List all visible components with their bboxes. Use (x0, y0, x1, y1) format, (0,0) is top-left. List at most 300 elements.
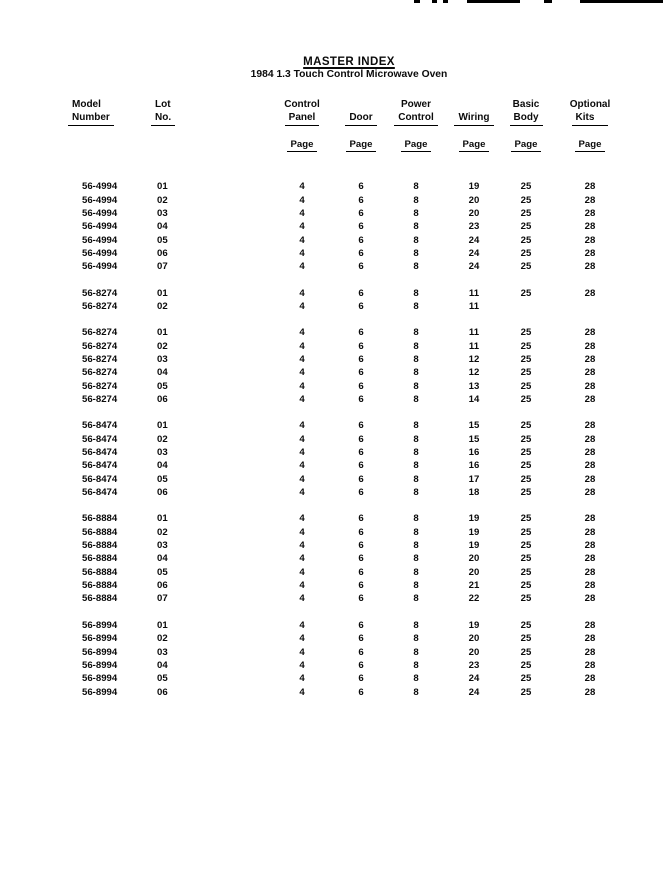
power-control-page-cell: 8 (413, 194, 419, 206)
index-table-body (72, 180, 632, 699)
header-label: Door (345, 112, 376, 127)
model-group (72, 419, 632, 499)
table-row (72, 247, 632, 260)
model-cell: 56-8274 (82, 300, 118, 312)
model-group (72, 287, 632, 314)
power-control-page-cell: 8 (413, 300, 419, 312)
control-panel-page-cell: 4 (299, 593, 305, 605)
wiring-page-cell: 17 (468, 473, 480, 485)
table-row (72, 366, 632, 379)
power-control-page-cell: 8 (413, 513, 419, 525)
control-panel-page-cell: 4 (299, 566, 305, 578)
table-row (72, 393, 632, 406)
lot-cell: 03 (157, 540, 168, 552)
wiring-page-cell: 11 (468, 287, 480, 299)
door-page-cell: 6 (358, 580, 364, 592)
control-panel-page-cell: 4 (299, 194, 305, 206)
optional-kits-page-cell: 28 (584, 646, 596, 658)
wiring-page-cell: 19 (468, 540, 480, 552)
power-control-page-cell: 8 (413, 447, 419, 459)
door-page-cell: 6 (358, 394, 364, 405)
control-panel-page-cell: 4 (299, 221, 305, 233)
power-control-page-cell: 8 (413, 553, 419, 565)
page-label: Page (287, 139, 318, 152)
control-panel-page-cell: 4 (299, 327, 305, 339)
optional-kits-page-cell: 28 (584, 234, 596, 246)
control-panel-page-cell: 4 (299, 540, 305, 552)
model-cell: 56-8994 (82, 673, 118, 685)
model-group (72, 512, 632, 605)
door-page-cell: 6 (358, 526, 364, 538)
model-cell: 56-8994 (82, 633, 118, 645)
lot-cell: 02 (157, 433, 168, 445)
header-label: Wiring (454, 112, 493, 127)
door-page-cell: 6 (358, 673, 364, 685)
page-label: Page (575, 139, 606, 152)
control-panel-page-cell: 4 (299, 234, 305, 246)
door-page-cell: 6 (358, 553, 364, 565)
table-row (72, 287, 632, 300)
table-row (72, 180, 632, 193)
model-cell: 56-4994 (82, 234, 118, 246)
basic-body-page-cell: 25 (520, 181, 532, 193)
wiring-page-cell: 20 (468, 646, 480, 658)
power-control-page-cell: 8 (413, 659, 419, 671)
control-panel-page-cell: 4 (299, 473, 305, 485)
power-control-page-cell: 8 (413, 287, 419, 299)
control-panel-page-cell: 4 (299, 633, 305, 645)
optional-kits-page-cell: 28 (584, 566, 596, 578)
optional-kits-page-cell: 28 (584, 340, 596, 352)
control-panel-page-cell: 4 (299, 261, 305, 273)
door-page-cell: 6 (358, 234, 364, 246)
table-row (72, 234, 632, 247)
basic-body-page-cell: 25 (520, 353, 532, 365)
lot-cell: 01 (157, 420, 168, 432)
basic-body-page-cell: 25 (520, 487, 532, 499)
optional-kits-page-cell: 28 (584, 394, 596, 405)
table-row (72, 486, 632, 499)
table-row (72, 326, 632, 339)
model-cell: 56-8884 (82, 566, 118, 578)
basic-body-page-cell: 25 (520, 194, 532, 206)
basic-body-page-cell: 25 (520, 247, 532, 259)
model-cell: 56-8474 (82, 473, 118, 485)
scan-artifact (467, 0, 520, 3)
page-label: Page (346, 139, 377, 152)
basic-body-page-cell: 25 (520, 340, 532, 352)
wiring-page-cell: 20 (468, 553, 480, 565)
power-control-page-cell: 8 (413, 633, 419, 645)
lot-cell: 05 (157, 234, 168, 246)
scan-artifact (580, 0, 663, 3)
optional-kits-page-cell: 28 (584, 487, 596, 499)
lot-cell: 01 (157, 513, 168, 525)
door-page-cell: 6 (358, 367, 364, 379)
model-cell: 56-8884 (82, 593, 118, 605)
control-panel-page-cell: 4 (299, 487, 305, 499)
door-page-cell: 6 (358, 593, 364, 605)
basic-body-page-cell: 25 (520, 394, 532, 405)
table-row (72, 672, 632, 685)
door-page-cell: 6 (358, 646, 364, 658)
optional-kits-page-cell: 28 (584, 686, 596, 698)
door-page-cell: 6 (358, 194, 364, 206)
optional-kits-page-cell: 28 (584, 460, 596, 472)
model-cell: 56-8274 (82, 340, 118, 352)
door-page-cell: 6 (358, 287, 364, 299)
power-control-page-cell: 8 (413, 460, 419, 472)
lot-cell: 01 (157, 287, 168, 299)
lot-cell: 04 (157, 367, 168, 379)
wiring-page-cell: 15 (468, 433, 480, 445)
header-label: Basic (512, 99, 540, 110)
wiring-page-cell: 24 (468, 261, 480, 273)
model-cell: 56-8274 (82, 353, 118, 365)
door-page-cell: 6 (358, 327, 364, 339)
optional-kits-page-cell: 28 (584, 353, 596, 365)
power-control-page-cell: 8 (413, 353, 419, 365)
power-control-page-cell: 8 (413, 619, 419, 631)
model-group (72, 180, 632, 273)
optional-kits-page-cell: 28 (584, 580, 596, 592)
lot-cell: 01 (157, 619, 168, 631)
wiring-page-cell: 23 (468, 659, 480, 671)
power-control-page-cell: 8 (413, 327, 419, 339)
control-panel-page-cell: 4 (299, 207, 305, 219)
power-control-page-cell: 8 (413, 566, 419, 578)
model-cell: 56-4994 (82, 221, 118, 233)
basic-body-page-cell: 25 (520, 207, 532, 219)
lot-cell: 07 (157, 593, 168, 605)
power-control-page-cell: 8 (413, 247, 419, 259)
basic-body-page-cell: 25 (520, 659, 532, 671)
wiring-page-cell: 24 (468, 673, 480, 685)
optional-kits-page-cell: 28 (584, 593, 596, 605)
power-control-page-cell: 8 (413, 420, 419, 432)
door-page-cell: 6 (358, 420, 364, 432)
basic-body-page-cell: 25 (520, 420, 532, 432)
lot-cell: 02 (157, 633, 168, 645)
page-label-basic-body (504, 139, 548, 152)
wiring-page-cell: 19 (468, 526, 480, 538)
wiring-page-cell: 12 (468, 353, 480, 365)
control-panel-page-cell: 4 (299, 433, 305, 445)
basic-body-page-cell: 25 (520, 646, 532, 658)
power-control-page-cell: 8 (413, 221, 419, 233)
header-door (334, 99, 388, 126)
lot-cell: 05 (157, 473, 168, 485)
model-cell: 56-8474 (82, 420, 118, 432)
control-panel-page-cell: 4 (299, 287, 305, 299)
basic-body-page-cell (504, 300, 548, 313)
model-cell: 56-8884 (82, 580, 118, 592)
table-header-row (72, 99, 632, 126)
control-panel-page-cell: 4 (299, 380, 305, 392)
title-block (0, 56, 672, 80)
page-label-control-panel (270, 139, 334, 152)
model-cell: 56-4994 (82, 261, 118, 273)
optional-kits-page-cell: 28 (584, 247, 596, 259)
table-row (72, 646, 632, 659)
power-control-page-cell: 8 (413, 487, 419, 499)
power-control-page-cell: 8 (413, 181, 419, 193)
optional-kits-page-cell: 28 (584, 619, 596, 631)
lot-cell: 01 (157, 181, 168, 193)
power-control-page-cell: 8 (413, 646, 419, 658)
table-row (72, 632, 632, 645)
table-row (72, 526, 632, 539)
control-panel-page-cell: 4 (299, 247, 305, 259)
door-page-cell: 6 (358, 340, 364, 352)
header-label: Panel (285, 112, 320, 127)
model-cell: 56-8274 (82, 367, 118, 379)
lot-cell: 03 (157, 447, 168, 459)
basic-body-page-cell: 25 (520, 367, 532, 379)
wiring-page-cell: 13 (468, 380, 480, 392)
table-row (72, 686, 632, 699)
table-row (72, 473, 632, 486)
model-group (72, 619, 632, 699)
door-page-cell: 6 (358, 261, 364, 273)
power-control-page-cell: 8 (413, 340, 419, 352)
model-cell: 56-8474 (82, 487, 118, 499)
power-control-page-cell: 8 (413, 580, 419, 592)
optional-kits-page-cell: 28 (584, 181, 596, 193)
door-page-cell: 6 (358, 380, 364, 392)
wiring-page-cell: 20 (468, 566, 480, 578)
wiring-page-cell: 22 (468, 593, 480, 605)
lot-cell: 05 (157, 673, 168, 685)
table-row (72, 459, 632, 472)
model-cell: 56-8994 (82, 659, 118, 671)
table-row (72, 380, 632, 393)
table-row (72, 220, 632, 233)
table-row (72, 566, 632, 579)
basic-body-page-cell: 25 (520, 553, 532, 565)
basic-body-page-cell: 25 (520, 447, 532, 459)
model-cell: 56-8274 (82, 327, 118, 339)
master-index-table (72, 99, 632, 699)
control-panel-page-cell: 4 (299, 420, 305, 432)
control-panel-page-cell: 4 (299, 673, 305, 685)
model-cell: 56-8994 (82, 686, 118, 698)
wiring-page-cell: 14 (468, 394, 480, 405)
control-panel-page-cell: 4 (299, 526, 305, 538)
optional-kits-page-cell: 28 (584, 447, 596, 459)
wiring-page-cell: 16 (468, 460, 480, 472)
door-page-cell: 6 (358, 300, 364, 312)
header-power-control (388, 99, 444, 126)
page-label: Page (401, 139, 432, 152)
basic-body-page-cell: 25 (520, 566, 532, 578)
header-label: Body (510, 112, 543, 127)
power-control-page-cell: 8 (413, 207, 419, 219)
lot-cell: 04 (157, 221, 168, 233)
door-page-cell: 6 (358, 207, 364, 219)
door-page-cell: 6 (358, 487, 364, 499)
optional-kits-page-cell: 28 (584, 553, 596, 565)
power-control-page-cell: 8 (413, 234, 419, 246)
header-control-panel (270, 99, 334, 126)
control-panel-page-cell: 4 (299, 553, 305, 565)
basic-body-page-cell: 25 (520, 526, 532, 538)
basic-body-page-cell: 25 (520, 540, 532, 552)
wiring-page-cell: 24 (468, 234, 480, 246)
lot-cell: 04 (157, 659, 168, 671)
wiring-page-cell: 24 (468, 247, 480, 259)
optional-kits-page-cell: 28 (584, 207, 596, 219)
door-page-cell: 6 (358, 540, 364, 552)
wiring-page-cell: 11 (468, 327, 480, 339)
header-lot-no (155, 99, 270, 126)
basic-body-page-cell: 25 (520, 673, 532, 685)
model-cell: 56-4994 (82, 181, 118, 193)
header-model-number (72, 99, 155, 126)
optional-kits-page-cell: 28 (584, 659, 596, 671)
header-basic-body (504, 99, 548, 126)
door-page-cell: 6 (358, 686, 364, 698)
control-panel-page-cell: 4 (299, 300, 305, 312)
control-panel-page-cell: 4 (299, 659, 305, 671)
wiring-page-cell: 19 (468, 619, 480, 631)
header-label: No. (151, 112, 175, 127)
header-label: Optional (569, 99, 611, 110)
basic-body-page-cell: 25 (520, 619, 532, 631)
wiring-page-cell: 21 (468, 580, 480, 592)
basic-body-page-cell: 25 (520, 287, 532, 299)
page-label-row (72, 139, 632, 152)
door-page-cell: 6 (358, 433, 364, 445)
table-row (72, 552, 632, 565)
wiring-page-cell: 20 (468, 207, 480, 219)
lot-cell: 02 (157, 194, 168, 206)
spacer (155, 139, 270, 152)
door-page-cell: 6 (358, 353, 364, 365)
optional-kits-page-cell: 28 (584, 221, 596, 233)
page-label-wiring (444, 139, 504, 152)
page-title: MASTER INDEX (303, 56, 395, 68)
header-label: Lot (155, 99, 171, 110)
page-label-door (334, 139, 388, 152)
power-control-page-cell: 8 (413, 394, 419, 405)
door-page-cell: 6 (358, 633, 364, 645)
control-panel-page-cell: 4 (299, 460, 305, 472)
basic-body-page-cell: 25 (520, 473, 532, 485)
wiring-page-cell: 24 (468, 686, 480, 698)
control-panel-page-cell: 4 (299, 646, 305, 658)
page-subtitle: 1984 1.3 Touch Control Microwave Oven (250, 69, 448, 80)
control-panel-page-cell: 4 (299, 580, 305, 592)
header-label: Kits (572, 112, 609, 127)
optional-kits-page-cell: 28 (584, 194, 596, 206)
model-cell: 56-8994 (82, 646, 118, 658)
optional-kits-page-cell: 28 (584, 367, 596, 379)
optional-kits-page-cell: 28 (584, 327, 596, 339)
table-row (72, 446, 632, 459)
table-row (72, 300, 632, 313)
power-control-page-cell: 8 (413, 473, 419, 485)
wiring-page-cell: 19 (468, 513, 480, 525)
power-control-page-cell: 8 (413, 686, 419, 698)
table-row (72, 419, 632, 432)
model-cell: 56-8274 (82, 394, 118, 405)
control-panel-page-cell: 4 (299, 686, 305, 698)
door-page-cell: 6 (358, 473, 364, 485)
optional-kits-page-cell (548, 300, 632, 313)
lot-cell: 07 (157, 261, 168, 273)
basic-body-page-cell: 25 (520, 686, 532, 698)
model-cell: 56-8274 (82, 287, 118, 299)
table-row (72, 433, 632, 446)
wiring-page-cell: 20 (468, 633, 480, 645)
control-panel-page-cell: 4 (299, 619, 305, 631)
power-control-page-cell: 8 (413, 593, 419, 605)
power-control-page-cell: 8 (413, 367, 419, 379)
table-row (72, 260, 632, 273)
wiring-page-cell: 18 (468, 487, 480, 499)
control-panel-page-cell: 4 (299, 367, 305, 379)
model-cell: 56-8884 (82, 553, 118, 565)
optional-kits-page-cell: 28 (584, 473, 596, 485)
header-label: Number (68, 112, 114, 127)
basic-body-page-cell: 25 (520, 633, 532, 645)
model-cell: 56-8994 (82, 619, 118, 631)
model-cell: 56-8474 (82, 433, 118, 445)
scan-artifact (443, 0, 448, 3)
basic-body-page-cell: 25 (520, 593, 532, 605)
header-label: Power (400, 99, 431, 110)
power-control-page-cell: 8 (413, 673, 419, 685)
header-label: Control (394, 112, 438, 127)
door-page-cell: 6 (358, 247, 364, 259)
spacer (72, 139, 155, 152)
lot-cell: 06 (157, 247, 168, 259)
wiring-page-cell: 11 (468, 300, 480, 312)
scan-artifact (414, 0, 420, 3)
lot-cell: 06 (157, 686, 168, 698)
lot-cell: 01 (157, 327, 168, 339)
table-row (72, 512, 632, 525)
page-label: Page (511, 139, 542, 152)
power-control-page-cell: 8 (413, 433, 419, 445)
basic-body-page-cell: 25 (520, 261, 532, 273)
model-cell: 56-4994 (82, 194, 118, 206)
lot-cell: 02 (157, 340, 168, 352)
basic-body-page-cell: 25 (520, 327, 532, 339)
lot-cell: 02 (157, 526, 168, 538)
control-panel-page-cell: 4 (299, 513, 305, 525)
wiring-page-cell: 23 (468, 221, 480, 233)
optional-kits-page-cell: 28 (584, 287, 596, 299)
header-wiring (444, 99, 504, 126)
door-page-cell: 6 (358, 513, 364, 525)
scan-artifact (432, 0, 437, 3)
table-row (72, 207, 632, 220)
model-cell: 56-8274 (82, 380, 118, 392)
optional-kits-page-cell: 28 (584, 513, 596, 525)
optional-kits-page-cell: 28 (584, 420, 596, 432)
basic-body-page-cell: 25 (520, 380, 532, 392)
power-control-page-cell: 8 (413, 261, 419, 273)
table-row (72, 592, 632, 605)
basic-body-page-cell: 25 (520, 234, 532, 246)
door-page-cell: 6 (358, 221, 364, 233)
wiring-page-cell: 12 (468, 367, 480, 379)
control-panel-page-cell: 4 (299, 394, 305, 405)
control-panel-page-cell: 4 (299, 353, 305, 365)
header-label: Control (284, 99, 320, 110)
